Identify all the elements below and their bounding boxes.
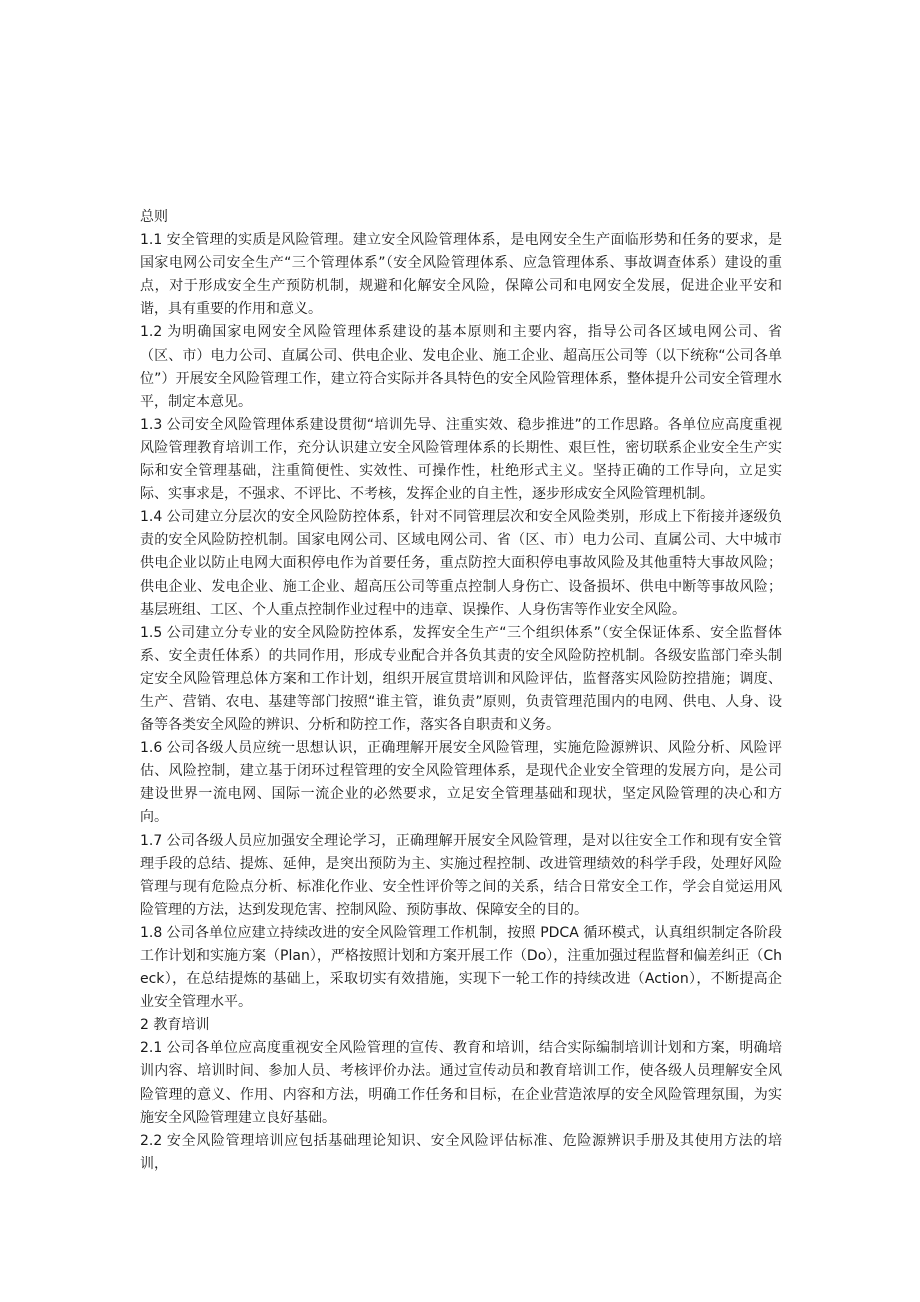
paragraph-text: 公司安全风险管理体系建设贯彻“培训先导、注重实效、稳步推进”的工作思路。各单位应高度重视风险管理教育培训工作，充分认识建立安全风险管理体系的长期性、艰巨性，密切联系企业安全生产实际和安全管理基础，注重简便性、实效性、可操作性，杜绝形式主义。坚持正确的工作导向，立足实际、实事求是，不强求、不评比、不考核，发挥企业的自主性，逐步形成安全风险管理机制。 (140, 416, 782, 503)
paragraph-2-1 (140, 1037, 782, 1129)
paragraph-number: 2.1 (140, 1040, 163, 1057)
paragraph-1-6 (140, 737, 782, 829)
paragraph-text: 公司各级人员应统一思想认识，正确理解开展安全风险管理，实施危险源辨识、风险分析、风险评估、风险控制，建立基于闭环过程管理的安全风险管理体系，是现代企业安全管理的发展方向，是公司建设世界一流电网、国际一流企业的必然要求，立足安全管理基础和现状，坚定风险管理的决心和方向。 (140, 740, 782, 826)
paragraph-1-7 (140, 830, 782, 922)
section-heading-general: 总则 (140, 209, 168, 225)
paragraph-text: 公司建立分专业的安全风险防控体系，发挥安全生产“三个组织体系”（安全保证体系、安全监督体系、安全责任体系）的共同作用，形成专业配合并各负其责的安全风险防控机制。各级安监部门牵头制定安全风险管理总体方案和工作计划，组织开展宣贯培训和风险评估，监督落实风险防控措施；调度、生产、营销、农电、基建等部门按照“谁主管，谁负责”原则，负责管理范围内的电网、供电、人身、设备等各类安全风险的辨识、分析和防控工作，落实各自职责和义务。 (140, 624, 782, 734)
paragraph-text: 公司各级人员应加强安全理论学习，正确理解开展安全风险管理，是对以往安全工作和现有安全管理手段的总结、提炼、延伸，是突出预防为主、实施过程控制、改进管理绩效的科学手段，处理好风险管理与现有危险点分析、标准化作业、安全性评价等之间的关系，结合日常安全工作，学会自觉运用风险管理的方法，达到发现危害、控制风险、预防事故、保障安全的目的。 (140, 832, 782, 918)
paragraph-number: 1.8 (140, 924, 163, 941)
paragraph-number: 1.5 (140, 624, 163, 641)
paragraph-text: 安全管理的实质是风险管理。建立安全风险管理体系，是电网安全生产面临形势和任务的要求，是国家电网公司安全生产“三个管理体系”（安全风险管理体系、应急管理体系、事故调查体系）建设的重点，对于形成安全生产预防机制，规避和化解安全风险，保障公司和电网安全发展，促进企业平安和谐，具有重要的作用和意义。 (140, 232, 782, 318)
paragraph-1-2 (140, 321, 782, 413)
paragraph-text: 公司建立分层次的安全风险防控体系，针对不同管理层次和安全风险类别，形成上下衔接并逐级负责的安全风险防控机制。国家电网公司、区域电网公司、省（区、市）电力公司、直属公司、大中城市供电企业以防止电网大面积停电作为首要任务，重点防控大面积停电事故风险及其他重特大事故风险；供电企业、发电企业、施工企业、超高压公司等重点控制人身伤亡、设备损坏、供电中断等事故风险；基层班组、工区、个人重点控制作业过程中的违章、误操作、人身伤害等作业安全风险。 (140, 509, 782, 618)
paragraph-1-4 (140, 506, 782, 621)
paragraph-text: 安全风险管理培训应包括基础理论知识、安全风险评估标准、危险源辨识手册及其使用方法的培训， (140, 1132, 782, 1172)
paragraph-1-1 (140, 229, 782, 321)
paragraph-number: 1.3 (140, 416, 163, 433)
paragraph-text: 公司各单位应高度重视安全风险管理的宣传、教育和培训，结合实际编制培训计划和方案，明确培训内容、培训时间、参加人员、考核评价办法。通过宣传动员和教育培训工作，使各级人员理解安全风险管理的意义、作用、内容和方法，明确工作任务和目标，在企业营造浓厚的安全风险管理氛围，为实施安全风险管理建立良好基础。 (140, 1040, 782, 1126)
document-body (140, 206, 782, 1176)
paragraph-1-3 (140, 414, 782, 506)
paragraph-text: 为明确国家电网安全风险管理体系建设的基本原则和主要内容，指导公司各区域电网公司、省（区、市）电力公司、直属公司、供电企业、发电企业、施工企业、超高压公司等（以下统称“公司各单位”）开展安全风险管理工作，建立符合实际并各具特色的安全风险管理体系，整体提升公司安全管理水平，制定本意见。 (140, 324, 782, 410)
paragraph-text: 公司各单位应建立持续改进的安全风险管理工作机制，按照 PDCA 循环模式，认真组织制定各阶段工作计划和实施方案（Plan），严格按照计划和方案开展工作（Do），注重加强过程监督和偏差纠正（Check），在总结提炼的基础上，采取切实有效措施，实现下一轮工作的持续改进（Action），不断提高企业安全管理水平。 (140, 924, 782, 1011)
paragraph-number: 1.7 (140, 832, 163, 849)
paragraph-2-2 (140, 1130, 782, 1176)
paragraph-1-8 (140, 922, 782, 1014)
paragraph-1-5 (140, 622, 782, 737)
section-heading-training: 2 教育培训 (140, 1017, 210, 1034)
paragraph-number: 1.4 (140, 509, 163, 526)
paragraph-number: 1.1 (140, 232, 163, 249)
paragraph-number: 1.2 (140, 324, 163, 341)
paragraph-number: 1.6 (140, 740, 163, 757)
paragraph-number: 2.2 (140, 1132, 163, 1149)
